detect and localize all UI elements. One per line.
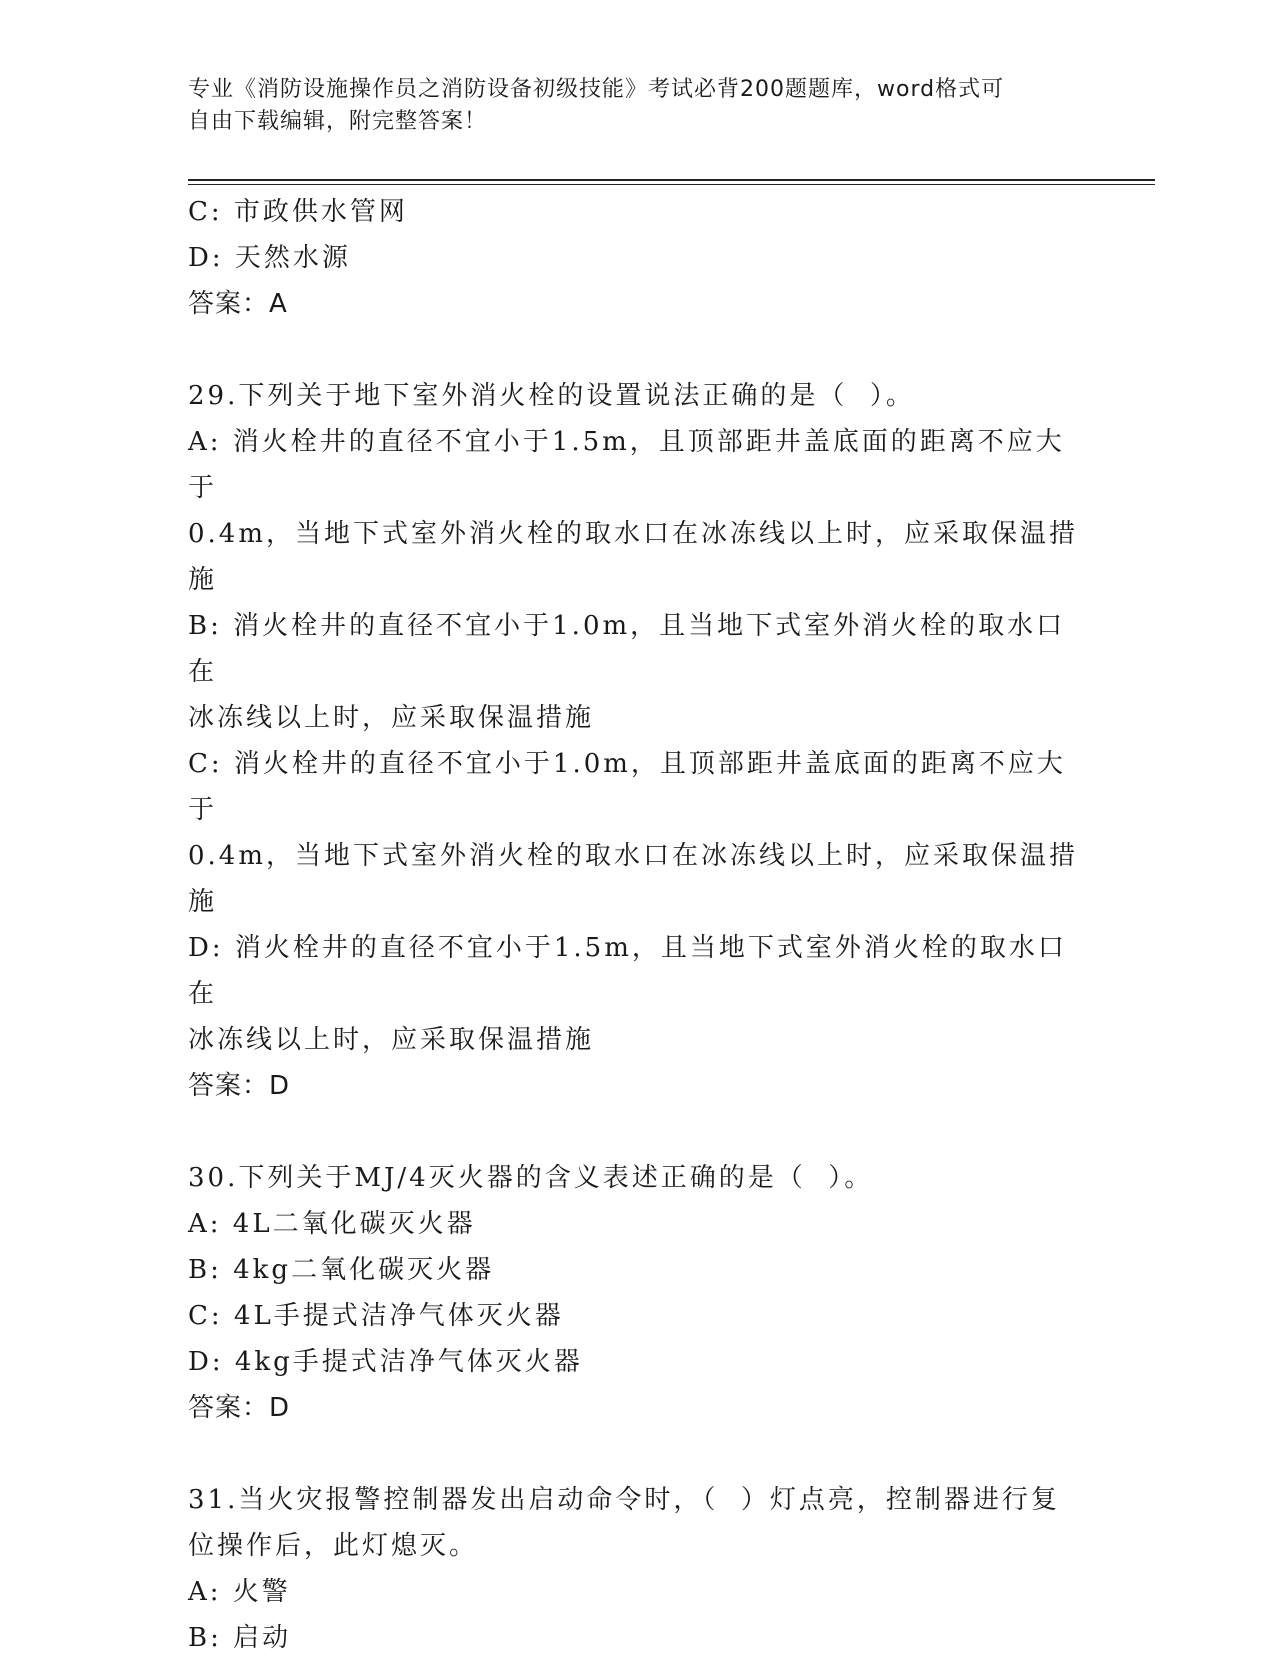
question-30 [188, 1155, 1088, 1431]
option-a: A: 火警 [188, 1577, 291, 1607]
option-b: B: 4kg二氧化碳灭火器 [188, 1255, 495, 1285]
option-d-line-2: 冰冻线以上时，应采取保温措施 [188, 1025, 595, 1055]
option-c-line-1: C: 消火栓井的直径不宜小于1.0m，且顶部距井盖底面的距离不应大于 [188, 749, 1066, 825]
option-c-line-2: 0.4m，当地下式室外消火栓的取水口在冰冻线以上时，应采取保温措 [188, 841, 1079, 871]
option-a-line-2: 0.4m，当地下式室外消火栓的取水口在冰冻线以上时，应采取保温措 [188, 519, 1079, 549]
option-b-line-2: 冰冻线以上时，应采取保温措施 [188, 703, 595, 733]
option-d: D: 4kg手提式洁净气体灭火器 [188, 1347, 583, 1377]
question-28-tail [188, 189, 1088, 327]
header-rule-thick [188, 179, 1155, 181]
spacer [188, 1109, 1088, 1155]
spacer [188, 1431, 1088, 1477]
option-a: A: 4L二氧化碳灭火器 [188, 1209, 476, 1239]
option-c: C: 4L手提式洁净气体灭火器 [188, 1301, 564, 1331]
option-a-line-3: 施 [188, 565, 218, 595]
header-line-1: 专业《消防设施操作员之消防设备初级技能》考试必背200题题库，word格式可 [188, 77, 1005, 102]
answer-label: 答案：A [188, 289, 288, 319]
option-c-line-3: 施 [188, 887, 218, 917]
question-29 [188, 373, 1088, 1109]
answer-label: 答案：D [188, 1393, 291, 1423]
option-c: C: 市政供水管网 [188, 197, 408, 227]
document-header [188, 74, 1068, 138]
option-b: B: 启动 [188, 1623, 292, 1653]
header-rule-thin [188, 184, 1155, 185]
option-a-line-1: A: 消火栓井的直径不宜小于1.5m，且顶部距井盖底面的距离不应大于 [188, 427, 1065, 503]
answer-label: 答案：D [188, 1071, 291, 1101]
question-list [188, 189, 1088, 1661]
option-b-line-1: B: 消火栓井的直径不宜小于1.0m，且当地下式室外消火栓的取水口在 [188, 611, 1066, 687]
option-d-line-1: D: 消火栓井的直径不宜小于1.5m，且当地下式室外消火栓的取水口在 [188, 933, 1067, 1009]
spacer [188, 327, 1088, 373]
question-stem: 30.下列关于MJ/4灭火器的含义表述正确的是（ ）。 [188, 1163, 874, 1193]
question-stem-line-2: 位操作后，此灯熄灭。 [188, 1531, 479, 1561]
question-stem-line-1: 31.当火灾报警控制器发出启动命令时，（ ）灯点亮，控制器进行复 [188, 1485, 1060, 1515]
header-line-2: 自由下载编辑，附完整答案！ [188, 109, 488, 134]
question-stem: 29.下列关于地下室外消火栓的设置说法正确的是（ ）。 [188, 381, 915, 411]
question-31 [188, 1477, 1088, 1661]
option-d: D: 天然水源 [188, 243, 351, 273]
